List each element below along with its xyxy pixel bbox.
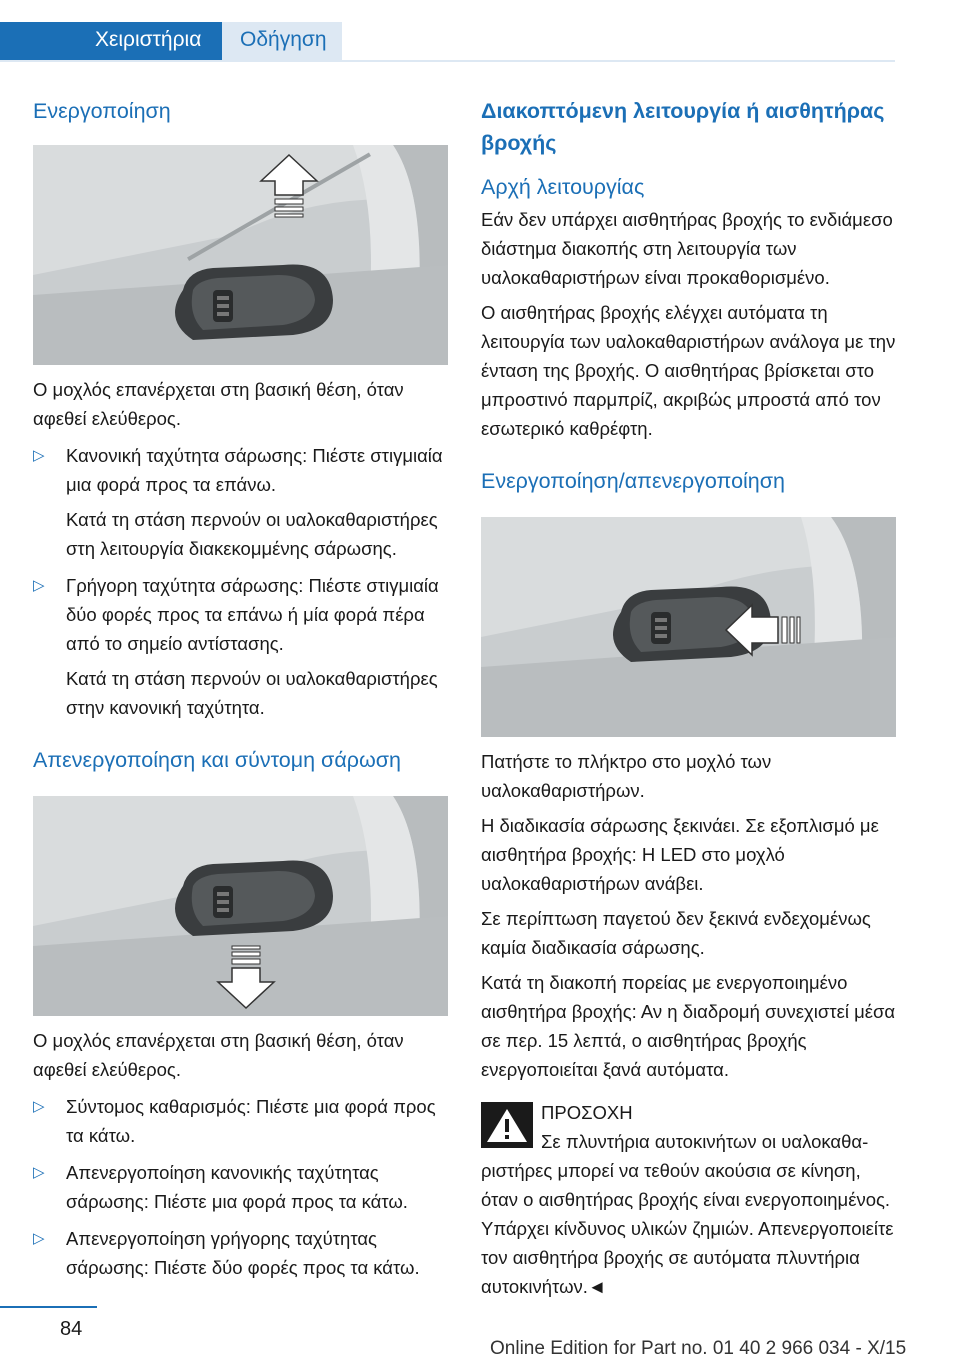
paragraph-lever-returns: Ο μοχλός επανέρχεται στη βασική θέση, όταν αφεθεί ελεύθερος.	[33, 379, 404, 429]
paragraph-principle-1: Εάν δεν υπάρχει αισθητήρας βροχής το ενδιάμεσο διάστημα διακοπής στη λειτουργία των υαλοκαθαριστήρων είναι προκαθορισμένο.	[481, 209, 893, 288]
paragraph-press-button: Πατήστε το πλήκτρο στο μοχλό των υαλοκαθαριστήρων.	[481, 751, 772, 801]
page-header	[0, 0, 895, 62]
list-item	[33, 1092, 448, 1150]
triangle-bullet-icon: ▷	[33, 577, 45, 594]
warning-triangle-icon	[481, 1102, 533, 1148]
wiper-lever-down-image	[33, 796, 448, 1016]
triangle-bullet-icon: ▷	[33, 1164, 45, 1181]
paragraph-principle-2: Ο αισθητήρας βροχής ελέγχει αυτόματα τη λειτουργία των υαλοκαθαριστήρων ανάλογα με την ένταση της βροχής. Ο αισθητήρας βρίσκεται στο μπροστινό παρμπρίζ, ακριβώς μπροστά από τον εσωτερικό καθρέφτη.	[481, 302, 896, 439]
paragraph-lever-returns-2: Ο μοχλός επανέρχεται στη βασική θέση, όταν αφεθεί ελεύθερος.	[33, 1030, 404, 1080]
header-divider	[0, 60, 895, 62]
list-item-text: Κανονική ταχύτητα σάρωσης: Πιέστε στιγμιαία μια φορά προς τα επάνω.	[66, 445, 443, 495]
caution-text-rest: ριστήρες μπορεί να τεθούν ακούσια σε κίνηση, όταν ο αισθητήρας βροχής είναι ενεργοποιημένος. Υπάρχει κίνδυνος υλικών ζημιών. Απενεργοποιείτε τον αισθητήρα βροχής σε αυτόματα πλυντήρια αυτοκινήτων.◄	[481, 1160, 894, 1297]
caution-text-first: Σε πλυντήρια αυτοκινήτων οι υαλοκαθα-	[541, 1131, 869, 1152]
right-column	[481, 95, 896, 1301]
list-item-text: Απενεργοποίηση κανονικής ταχύτητας σάρωσης: Πιέστε μια φορά προς τα κάτω.	[66, 1162, 408, 1212]
heading-activation: Ενεργοποίηση	[33, 99, 171, 123]
page-number: 84	[60, 1318, 83, 1340]
heading-on-off: Ενεργοποίηση/απενεργοποίηση	[481, 469, 785, 493]
list-item-note: Κατά τη στάση περνούν οι υαλοκαθαριστήρες στην κανονική ταχύτητα.	[66, 668, 438, 718]
tab-controls[interactable]: Χειριστήρια	[0, 22, 222, 62]
list-item	[33, 571, 448, 658]
tab-driving[interactable]: Οδήγηση	[222, 22, 342, 62]
caution-title: ΠΡΟΣΟΧΗ	[541, 1102, 633, 1123]
edition-note: Online Edition for Part no. 01 40 2 966 034 - X/15	[490, 1338, 907, 1359]
footer-divider	[0, 1306, 97, 1308]
heading-principle: Αρχή λειτουργίας	[481, 175, 645, 199]
wiper-lever-up-image	[33, 145, 448, 365]
triangle-bullet-icon: ▷	[33, 1098, 45, 1115]
triangle-bullet-icon: ▷	[33, 447, 45, 464]
list-item	[33, 1224, 448, 1282]
list-item-text: Σύντομος καθαρισμός: Πιέστε μια φορά προς τα κάτω.	[66, 1096, 436, 1146]
left-column	[33, 95, 448, 1282]
list-item	[33, 441, 448, 499]
paragraph-wiping-starts: Η διαδικασία σάρωσης ξεκινάει. Σε εξοπλισμό με αισθητήρα βροχής: Η LED στο μοχλό υαλοκαθαριστήρων ανάβει.	[481, 815, 879, 894]
list-item-text: Απενεργοποίηση γρήγορης ταχύτητας σάρωσης: Πιέστε δύο φορές προς τα κάτω.	[66, 1228, 420, 1278]
heading-deactivation: Απενεργοποίηση και σύντομη σάρωση	[33, 748, 401, 772]
wiper-lever-button-image	[481, 517, 896, 737]
triangle-bullet-icon: ▷	[33, 1230, 45, 1247]
paragraph-stop: Κατά τη διακοπή πορείας με ενεργοποιημένο αισθητήρα βροχής: Αν η διαδρομή συνεχιστεί μέσα σε περ. 15 λεπτά, ο αισθητήρας βροχής ενεργοποιείται ξανά αυτόματα.	[481, 972, 896, 1080]
caution-box	[481, 1098, 896, 1301]
list-item	[33, 1158, 448, 1216]
caution-text	[481, 1127, 896, 1301]
list-item-text: Γρήγορη ταχύτητα σάρωσης: Πιέστε στιγμιαία δύο φορές προς τα επάνω ή μία φορά πέρα από το σημείο αντίστασης.	[66, 575, 439, 654]
list-item-note: Κατά τη στάση περνούν οι υαλοκαθαριστήρες στη λειτουργία διακεκομμένης σάρωσης.	[66, 509, 438, 559]
paragraph-frost: Σε περίπτωση παγετού δεν ξεκινά ενδεχομένως καμία διαδικασία σάρωσης.	[481, 908, 871, 958]
heading-intermittent: Διακοπτόμενη λειτουργία ή αισθητήρας βροχής	[481, 99, 885, 155]
